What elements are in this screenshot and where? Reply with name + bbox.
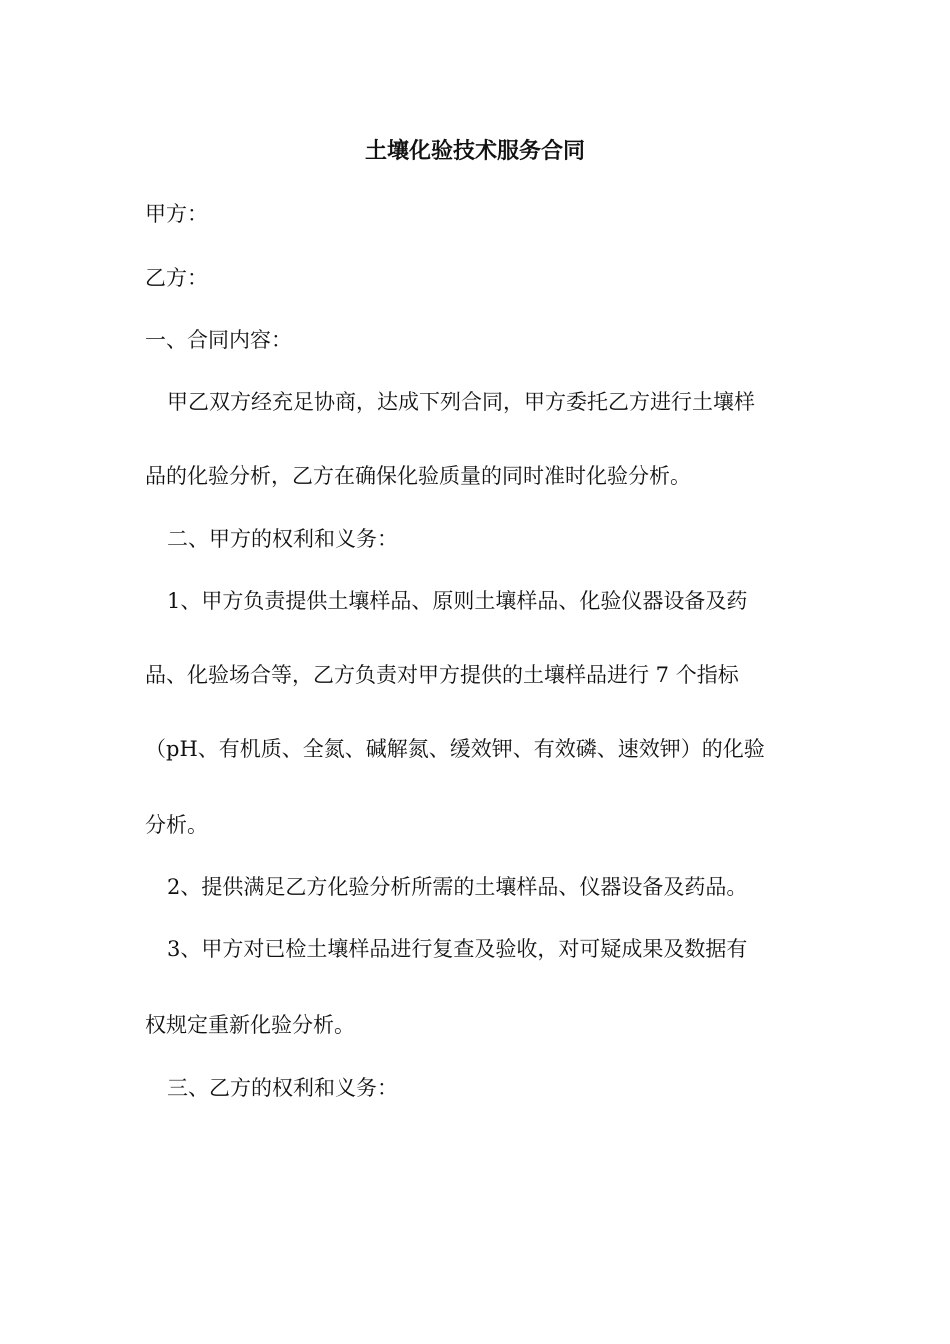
- section-1-heading: 一、合同内容：: [145, 328, 292, 352]
- section-1-paragraph-line-1: 甲乙双方经充足协商，达成下列合同，甲方委托乙方进行土壤样: [167, 390, 755, 414]
- item-1-line-4: 分析。: [145, 813, 208, 837]
- item-1-line-1: 1、甲方负责提供土壤样品、原则土壤样品、化验仪器设备及药: [167, 589, 748, 613]
- document-title: 土壤化验技术服务合同: [364, 138, 585, 164]
- item-2-line-1: 2、提供满足乙方化验分析所需的土壤样品、仪器设备及药品。: [167, 875, 748, 899]
- section-3-heading: 三、乙方的权利和义务：: [167, 1076, 398, 1100]
- party-b-label: 乙方：: [145, 266, 208, 290]
- item-1-line-3: （pH、有机质、全氮、碱解氮、缓效钾、有效磷、速效钾）的化验: [145, 737, 765, 761]
- item-3-line-1: 3、甲方对已检土壤样品进行复查及验收，对可疑成果及数据有: [167, 937, 748, 961]
- section-2-heading: 二、甲方的权利和义务：: [167, 527, 398, 551]
- item-1-line-2: 品、化验场合等，乙方负责对甲方提供的土壤样品进行 7 个指标: [145, 663, 739, 687]
- item-3-line-2: 权规定重新化验分析。: [145, 1013, 355, 1037]
- party-a-label: 甲方：: [145, 202, 208, 226]
- section-1-paragraph-line-2: 品的化验分析，乙方在确保化验质量的同时准时化验分析。: [145, 464, 691, 488]
